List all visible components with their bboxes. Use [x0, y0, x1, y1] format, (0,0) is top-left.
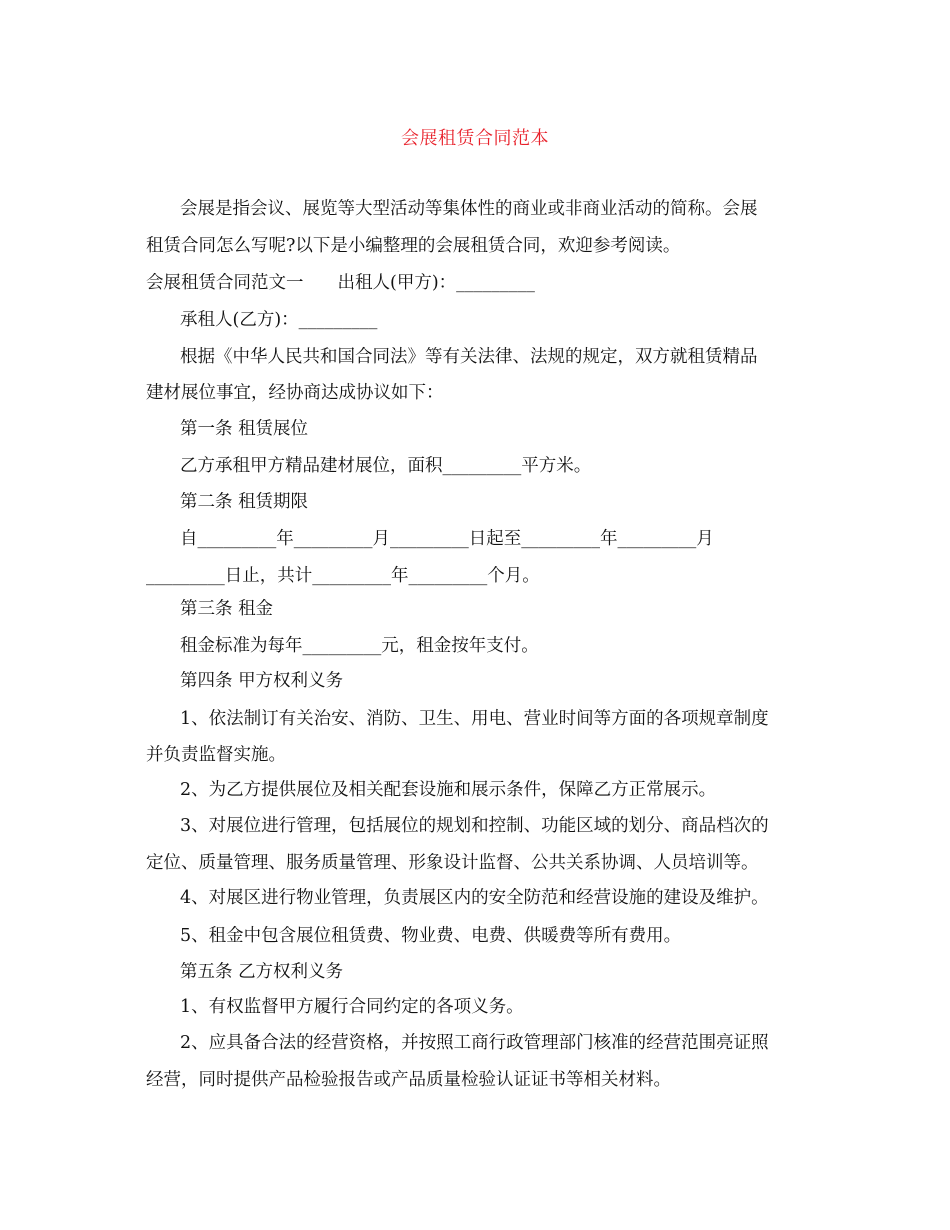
paragraph-line: 乙方承租甲方精品建材展位，面积_________平方米。: [180, 456, 592, 476]
lessor-field: 出租人(甲方)：_________: [337, 273, 535, 293]
paragraph-line: 1、有权监督甲方履行合同约定的各项义务。: [180, 997, 524, 1017]
paragraph-line: 2、应具备合法的经营资格，并按照工商行政管理部门核准的经营范围亮证照: [180, 1033, 769, 1053]
paragraph-line: [146, 272, 826, 294]
article-heading: 第二条 租赁期限: [180, 492, 309, 512]
paragraph-line: _________日止，共计_________年_________个月。: [146, 566, 540, 586]
paragraph-line: 2、为乙方提供展位及相关配套设施和展示条件，保障乙方正常展示。: [180, 780, 717, 800]
paragraph-line: 租金标准为每年_________元，租金按年支付。: [180, 636, 539, 656]
paragraph-line: 租赁合同怎么写呢?以下是小编整理的会展租赁合同，欢迎参考阅读。: [146, 236, 681, 256]
paragraph-line: 会展是指会议、展览等大型活动等集体性的商业或非商业活动的简称。会展: [180, 199, 758, 219]
article-heading: 第四条 甲方权利义务: [180, 671, 344, 691]
article-heading: 第五条 乙方权利义务: [180, 962, 344, 982]
paragraph-line: 根据《中华人民共和国合同法》等有关法律、法规的规定，双方就租赁精品: [180, 347, 758, 367]
paragraph-line: 定位、质量管理、服务质量管理、形象设计监督、公共关系协调、人员培训等。: [146, 853, 759, 873]
article-heading: 第三条 租金: [180, 599, 274, 619]
paragraph-line: 自_________年_________月_________日起至_________年_________月: [180, 529, 714, 549]
paragraph-line: 3、对展位进行管理，包括展位的规划和控制、功能区域的划分、商品档次的: [180, 816, 769, 836]
section-heading: 会展租赁合同范文一: [146, 273, 304, 293]
paragraph-line: 经营，同时提供产品检验报告或产品质量检验认证证书等相关材料。: [146, 1070, 671, 1090]
paragraph-line: 建材展位事宜，经协商达成协议如下：: [146, 383, 444, 403]
document-title: 会展租赁合同范本: [401, 128, 549, 149]
lessee-field: 承租人(乙方)：_________: [180, 310, 378, 330]
article-heading: 第一条 租赁展位: [180, 419, 309, 439]
paragraph-line: 并负责监督实施。: [146, 745, 286, 765]
paragraph-line: 5、租金中包含展位租赁费、物业费、电费、供暖费等所有费用。: [180, 926, 682, 946]
paragraph-line: 1、依法制订有关治安、消防、卫生、用电、营业时间等方面的各项规章制度: [180, 709, 769, 729]
paragraph-line: 4、对展区进行物业管理，负责展区内的安全防范和经营设施的建设及维护。: [180, 888, 769, 908]
